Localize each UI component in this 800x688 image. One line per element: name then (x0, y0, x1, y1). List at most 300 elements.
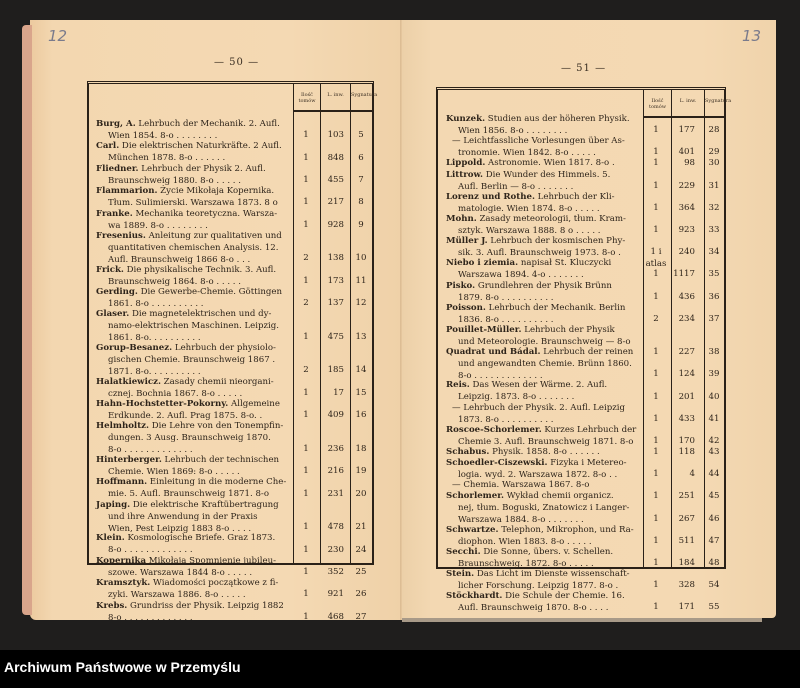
entry-title: Lehrbuch der Mechanik. Berlin (485, 302, 626, 313)
entry-title: napisał St. Kluczycki (518, 258, 612, 269)
entry-first-line (96, 265, 276, 275)
entry-continuation: licher Forschung. Leipzig 1877. 8-o . (458, 581, 619, 592)
entry-title: Lehrbuch der technischen (161, 455, 280, 465)
entry-continuation: wa 1889. 8-o . . . . . . . . (108, 220, 208, 231)
entry-title: Telephon, Mikrophon, und Ra- (498, 524, 634, 535)
entry-continuation: 1871. 8-o. . . . . . . . . . (108, 367, 201, 377)
entry-title: Życie Mikołaja Kopernika. (157, 186, 275, 197)
entry-first-line (96, 533, 275, 543)
entry-title: Lehrbuch der Physik 2. Aufl. (138, 163, 266, 174)
entry-title: Lehrbuch der Mechanik. 2. Aufl. (135, 119, 280, 129)
entry-tomes: 2 (303, 298, 309, 309)
entry-continuation: Braunschweig 1880. 8-o . . . . . (108, 175, 241, 186)
entry-tomes: 1 (303, 197, 309, 208)
entry-continuation: diophon. Wien 1883. 8-o . . . . . (458, 536, 592, 547)
entry-title: Die Wunder des Himmels. 5. (483, 169, 611, 180)
entry-tomes: 1 (653, 491, 659, 502)
entry-tomes: 1 (653, 202, 659, 213)
entry-inv: 118 (678, 447, 695, 457)
entry-author: Lippold. (446, 158, 486, 169)
entry-inv: 230 (327, 544, 344, 555)
entry-inv: 229 (678, 180, 695, 191)
entry-inv: 267 (678, 513, 695, 524)
catalog-entry (446, 424, 636, 448)
entry-author: Carl. (96, 141, 120, 152)
entry-author: Schorlemer. (446, 491, 504, 502)
entry-title: Mikołaja Spomnienie jubileu- (146, 555, 277, 566)
entry-title: Lehrbuch der Kli- (534, 191, 615, 202)
entry-sig: 24 (355, 544, 367, 555)
entry-sig: 34 (708, 247, 720, 258)
entry-sig: 48 (708, 558, 720, 568)
catalog-entry (96, 140, 282, 164)
entry-sig: 15 (355, 387, 367, 398)
entry-tomes: 1 (653, 580, 659, 591)
entry-continuation: namo-elektrischen Maschinen. Leipzig. (108, 321, 280, 332)
catalog-entry (96, 499, 279, 535)
entry-continuation: Warszawa 1884. 8-o . . . . . . . (458, 515, 584, 526)
catalog-entry (446, 235, 625, 259)
entry-continuation: 1836. 8-o . . . . . . . . . . (458, 314, 554, 325)
entry-continuation: 1873. 8-o . . . . . . . . . . (458, 414, 554, 425)
entry-first-line (96, 231, 282, 241)
entry-sig: 21 (355, 522, 367, 533)
entry-author: Stöckhardt. (446, 591, 503, 602)
entry-author: Pouillet-Müller. (446, 324, 522, 335)
entry-first-line (96, 477, 286, 487)
entry-sig: 45 (708, 491, 720, 502)
entry-tomes: 1 (653, 369, 659, 380)
entry-continuation: tronomie. Wien 1842. 8-o . . . . . (458, 148, 596, 159)
entry-inv: 103 (327, 130, 344, 141)
entry-first-line (96, 343, 276, 353)
entry-continuation: Tłum. Sulimierski. Warszawa 1873. 8 o (108, 198, 278, 209)
catalog-entry (446, 524, 634, 548)
entry-continuation: zyki. Warszawa 1886. 8-o . . . . . (108, 590, 246, 601)
catalog-entry (446, 324, 631, 348)
entry-title: Grundriss der Physik. Leipzig 1882 (127, 600, 284, 611)
catalog-entry (96, 376, 274, 400)
entry-inv: 184 (678, 558, 695, 568)
catalog-entry (96, 398, 280, 422)
entry-inv: 124 (678, 369, 695, 380)
entry-first-line (446, 281, 612, 291)
entry-author: Helmholtz. (96, 421, 150, 432)
entry-inv: 364 (678, 202, 695, 213)
col-header-sig: Sygnatura (350, 84, 374, 112)
entry-sig: 38 (708, 347, 720, 358)
entry-author: Halatkiewicz. (96, 376, 161, 387)
entry-sig: 43 (708, 447, 720, 457)
entry-first-line (446, 258, 611, 268)
entry-inv: 216 (327, 466, 344, 477)
col-header-tomes: Ilość tomów (643, 90, 671, 118)
entry-tomes: 2 (303, 365, 309, 376)
entry-author: Stein. (446, 569, 475, 580)
entry-continuation: nej, tłum. Boguski, Znatowicz i Langer- (458, 503, 630, 514)
entry-continuation: Chemie. Wien 1869: 8-o . . . . . (108, 467, 240, 477)
entry-author: Glaser. (96, 309, 130, 320)
entry-first-line (446, 192, 614, 202)
catalog-entry (446, 257, 611, 281)
catalog-entry (96, 230, 282, 266)
entry-continuation: Braunschweig 1864. 8-o . . . . . (108, 276, 241, 287)
entry-first-line (96, 164, 266, 174)
entry-sig: 20 (355, 488, 367, 499)
entry-inv: 173 (327, 275, 344, 286)
entry-sig: 46 (708, 513, 720, 524)
entry-author: Kramsztyk. (96, 578, 151, 589)
entry-inv: 468 (327, 611, 344, 622)
entry-tomes: 1 (303, 567, 309, 577)
entry-continuation: sztyk. Warszawa 1888. 8 o . . . . . (458, 225, 601, 236)
entry-title: Lehrbuch der reinen (540, 347, 634, 358)
entry-first-line (96, 287, 282, 297)
entry-title: Wiadomości początkowe z fi- (150, 578, 279, 589)
archive-name: Archiwum Państwowe w Przemyślu (4, 659, 241, 675)
entry-inv: 352 (327, 567, 344, 577)
entry-sig: 12 (355, 298, 367, 309)
catalog-entry (96, 208, 277, 232)
entry-title: Allgemeine (228, 399, 280, 409)
entry-tomes: 1 (653, 269, 659, 280)
entry-tomes: 1 (303, 466, 309, 477)
entry-first-line (446, 303, 625, 313)
catalog-entry (96, 264, 276, 288)
entry-tomes: 1 (303, 219, 309, 230)
entry-continuation: und ihre Anwendung in der Praxis (108, 511, 258, 522)
entry-sig: 25 (355, 567, 367, 577)
entry-inv: 928 (327, 219, 344, 230)
entry-first-line (446, 170, 610, 180)
entry-inv: 240 (678, 247, 695, 258)
entry-inv: 921 (327, 589, 344, 600)
entry-author: Secchi. (446, 546, 481, 557)
entry-author: Kopernika (96, 555, 147, 566)
entry-title: Das Licht im Dienste wissenschaft- (474, 569, 630, 580)
entry-sig: 26 (355, 589, 367, 600)
entry-first-line (446, 236, 625, 246)
catalog-entry (446, 113, 630, 137)
entry-title: — Leichtfassliche Vorlesungen über As- (452, 136, 625, 147)
entry-sig: 54 (708, 580, 720, 591)
entry-title: Zasady chemii nieorgani- (160, 376, 274, 387)
entry-inv: 401 (678, 147, 695, 158)
entry-inv: 923 (678, 225, 695, 235)
entry-tomes: 1 (653, 291, 659, 302)
entry-continuation: Aufl. Braunschweig 1870. 8-o . . . . (458, 603, 609, 614)
entry-author: Schabus. (446, 447, 490, 457)
entry-first-line (446, 114, 630, 124)
entry-title: — Lehrbuch der Physik. 2. Aufl. Leipzig (452, 402, 625, 413)
entry-continuation: 8-o . . . . . . . . . . . . . (108, 445, 193, 456)
entry-tomes: 1 (653, 347, 659, 358)
entry-inv: 171 (678, 602, 695, 613)
entry-tomes: 1 (303, 589, 309, 600)
entry-author: Niebo i ziemia. (446, 258, 519, 269)
entry-tomes: 1 (303, 544, 309, 555)
entry-first-line (446, 447, 600, 457)
entry-author: Pisko. (446, 280, 476, 291)
entry-title: Das Wesen der Wärme. 2. Aufl. (469, 380, 608, 391)
entry-sig: 11 (355, 275, 367, 286)
col-header-inv: L. inw. (671, 90, 704, 118)
catalog-entry (96, 185, 278, 209)
right-handwritten-number: 13 (742, 27, 762, 45)
entry-first-line (96, 556, 276, 566)
catalog-entry (96, 555, 276, 579)
catalog-entry (96, 600, 284, 624)
entry-first-line (96, 377, 274, 387)
catalog-entry (446, 135, 625, 159)
entry-first-line (446, 380, 607, 390)
catalog-entry (446, 302, 625, 326)
catalog-entry (96, 342, 276, 378)
entry-author: Littrow. (446, 169, 484, 180)
entry-first-line (446, 158, 615, 168)
entry-first-line (446, 491, 614, 501)
entry-continuation: logia. wyd. 2. Warszawa 1872. 8-o . . (458, 470, 618, 481)
catalog-entry (446, 568, 630, 592)
col-header-inv: L. inw. (320, 84, 350, 112)
entry-inv: 98 (684, 158, 695, 169)
entry-continuation: szowe. Warszawa 1844 8-o . . . . . (108, 567, 253, 578)
entry-author: Hinterberger. (96, 455, 162, 465)
entry-title: Die Gewerbe-Chemie. Göttingen (137, 287, 283, 297)
entry-first-line (96, 399, 280, 409)
catalog-entry (96, 163, 266, 187)
entry-sig: 5 (358, 130, 364, 141)
entry-tomes: 1 (653, 158, 659, 169)
entry-author: Burg, A. (96, 119, 136, 129)
entry-inv: 137 (327, 298, 344, 309)
entry-inv: 185 (327, 365, 344, 376)
entry-inv: 231 (327, 488, 344, 499)
entry-title: Lehrbuch der kosmischen Phy- (487, 236, 626, 247)
entry-continuation: Wien 1854. 8-o . . . . . . . . (108, 131, 218, 141)
catalog-entry (446, 457, 627, 481)
entry-author: Kunzek. (446, 114, 486, 124)
entry-sig: 47 (708, 535, 720, 546)
catalog-entry (446, 169, 610, 193)
entry-title: Grundlehren der Physik Brünn (475, 280, 612, 291)
entry-continuation: 8-o . . . . . . . . . . . . . (458, 371, 543, 382)
entry-tomes: 1 (303, 275, 309, 286)
entry-title: Die Lehre von den Tonempfin- (149, 421, 284, 432)
entry-tomes: 1 (303, 387, 309, 398)
entry-first-line (96, 119, 280, 129)
entry-first-line (446, 214, 626, 224)
entry-continuation: gischen Chemie. Braunschweig 1867 . (108, 355, 276, 365)
entry-sig: 6 (358, 152, 364, 163)
catalog-entry (446, 213, 626, 237)
entry-title: Astronomie. Wien 1817. 8-o . (485, 158, 615, 169)
entry-tomes: 1 (653, 413, 659, 424)
entry-author: Reis. (446, 380, 470, 391)
entry-first-line (96, 578, 278, 588)
entry-author: Flammarion. (96, 186, 158, 197)
entry-first-line (446, 480, 589, 490)
entry-sig: 14 (355, 365, 367, 376)
catalog-entry (446, 191, 614, 215)
entry-inv: 177 (678, 125, 695, 136)
entry-sig: 29 (708, 147, 720, 158)
entry-inv: 436 (678, 291, 695, 302)
entry-tomes: 1 (303, 522, 309, 533)
entry-tomes: 1 i atlas (645, 247, 667, 270)
entry-continuation: Warszawa 1894. 4-o . . . . . . . (458, 270, 584, 281)
catalog-entry (96, 476, 286, 500)
entry-sig: 44 (708, 469, 720, 480)
entry-sig: 27 (355, 611, 367, 622)
entry-continuation: Leipzig. 1873. 8-o . . . . . . . (458, 392, 575, 403)
entry-tomes: 1 (653, 125, 659, 136)
entry-author: Schoedler-Ciszewski. (446, 458, 548, 469)
entry-continuation: 1861. 8-o . . . . . . . . . . (108, 299, 204, 309)
col-header-tomes: Ilość tomów (293, 84, 320, 112)
entry-author: Klein. (96, 533, 125, 544)
entry-tomes: 2 (653, 313, 659, 324)
entry-first-line (96, 455, 279, 465)
entry-author: Japing. (96, 499, 131, 510)
entry-tomes: 1 (303, 410, 309, 421)
catalog-entry (96, 577, 278, 601)
entry-inv: 170 (678, 435, 695, 446)
entry-author: Gorup-Besanez. (96, 343, 173, 353)
entry-continuation: Wien, Pest Leipzig 1883 8-o . . . . (108, 523, 252, 534)
entry-inv: 17 (333, 387, 344, 398)
entry-tomes: 1 (653, 513, 659, 524)
entry-title: Die Schule der Chemie. 16. (502, 591, 625, 602)
catalog-entry (96, 420, 283, 456)
entry-title: Studien aus der höheren Physik. (485, 114, 630, 124)
archive-footer-bar (0, 650, 800, 688)
entry-first-line (96, 309, 271, 319)
catalog-entry (446, 379, 607, 403)
entry-author: Franke. (96, 208, 133, 219)
entry-sig: 7 (358, 175, 364, 185)
entry-continuation: Aufl. Berlin — 8-o . . . . . . . (458, 181, 574, 192)
entry-sig: 55 (708, 602, 720, 613)
entry-sig: 40 (708, 391, 720, 402)
entry-tomes: 1 (653, 391, 659, 402)
right-page-number: — 51 — (561, 63, 607, 74)
entry-sig: 32 (708, 202, 720, 213)
entry-title: Zasady meteorologii, tłum. Kram- (476, 213, 626, 224)
entry-tomes: 1 (653, 469, 659, 480)
entry-continuation: cznej. Bochnia 1867. 8-o . . . . . (108, 388, 243, 399)
entry-first-line (96, 141, 282, 151)
entry-first-line (446, 458, 627, 468)
catalog-entry (96, 118, 280, 142)
entry-title: Die elektrische Kraftübertragung (130, 499, 279, 510)
entry-author: Fliedner. (96, 163, 139, 174)
entry-continuation: Wien 1856. 8-o . . . . . . . . (458, 126, 568, 136)
entry-sig: 30 (708, 158, 720, 169)
entry-tomes: 2 (303, 253, 309, 264)
entry-continuation: und Meteorologie. Braunschweig — 8-o (458, 336, 631, 347)
entry-sig: 16 (355, 410, 367, 421)
entry-inv: 217 (327, 197, 344, 208)
entry-sig: 31 (708, 180, 720, 191)
entry-sig: 41 (708, 413, 720, 424)
entry-continuation: dungen. 3 Ausg. Braunschweig 1870. (108, 433, 271, 444)
entry-title: Die magnetelektrischen und dy- (129, 309, 272, 320)
entry-continuation: matologie. Wien 1874. 8-o . . . . . (458, 203, 600, 214)
entry-inv: 251 (678, 491, 695, 502)
entry-inv: 201 (678, 391, 695, 402)
entry-title: Kurzes Lehrbuch der (541, 424, 637, 435)
entry-first-line (446, 347, 633, 357)
entry-tomes: 1 (653, 225, 659, 235)
entry-inv: 475 (327, 331, 344, 342)
entry-title: Lehrbuch der physiolo- (172, 343, 276, 353)
entry-first-line (96, 500, 279, 510)
entry-inv: 328 (678, 580, 695, 591)
entry-title: Physik. 1858. 8-o . . . . . . (489, 447, 600, 457)
entry-inv: 1117 (673, 269, 695, 280)
entry-first-line (96, 601, 284, 611)
entry-tomes: 1 (303, 443, 309, 454)
entry-first-line (446, 525, 634, 535)
catalog-entry (96, 308, 279, 344)
entry-inv: 848 (327, 152, 344, 163)
entry-author: Gerding. (96, 287, 138, 297)
entry-continuation: Erdkunde. 2. Aufl. Prag 1875. 8-o. . (108, 411, 263, 421)
entry-tomes: 1 (303, 611, 309, 622)
catalog-entry (446, 402, 625, 426)
entry-tomes: 1 (653, 180, 659, 191)
entry-sig: 42 (708, 435, 720, 446)
entry-inv: 234 (678, 313, 695, 324)
entry-author: Poisson. (446, 302, 486, 313)
left-handwritten-number: 12 (48, 27, 68, 45)
entry-sig: 19 (355, 466, 367, 477)
entry-first-line (446, 591, 625, 601)
entry-continuation: sik. 3. Aufl. Braunschweig 1973. 8-o . (458, 248, 621, 259)
entry-author: Roscoe-Schorlemer. (446, 424, 542, 435)
catalog-entry (446, 346, 633, 382)
entry-inv: 4 (689, 469, 695, 480)
catalog-entry (446, 490, 629, 526)
entry-sig: 13 (355, 331, 367, 342)
entry-inv: 478 (327, 522, 344, 533)
entry-tomes: 1 (653, 535, 659, 546)
entry-title: Mechanika teoretyczna. Warsza- (132, 208, 278, 219)
entry-title: Wykład chemii organicz. (503, 491, 614, 502)
entry-title: Die elektrischen Naturkräfte. 2 Aufl. (119, 141, 282, 152)
entry-tomes: 1 (653, 447, 659, 457)
entry-continuation: mie. 5. Aufl. Braunschweig 1871. 8-o (108, 489, 269, 500)
entry-first-line (446, 325, 615, 335)
entry-sig: 36 (708, 291, 720, 302)
entry-author: Krebs. (96, 600, 128, 611)
entry-tomes: 1 (653, 147, 659, 158)
entry-continuation: 1861. 8-o. . . . . . . . . . (108, 333, 201, 344)
entry-inv: 227 (678, 347, 695, 358)
entry-continuation: Aufl. Braunschweig 1866 8-o . . . (108, 255, 251, 265)
entry-author: Frick. (96, 264, 124, 275)
entry-first-line (446, 547, 613, 557)
entry-sig: 33 (708, 225, 720, 235)
entry-tomes: 1 (303, 331, 309, 342)
entry-title: Kosmologische Briefe. Graz 1873. (124, 533, 276, 544)
entry-inv: 138 (327, 253, 344, 264)
catalog-entry (96, 532, 275, 556)
entry-inv: 409 (327, 410, 344, 421)
entry-sig: 8 (358, 197, 364, 208)
entry-author: Müller J. (446, 236, 488, 247)
